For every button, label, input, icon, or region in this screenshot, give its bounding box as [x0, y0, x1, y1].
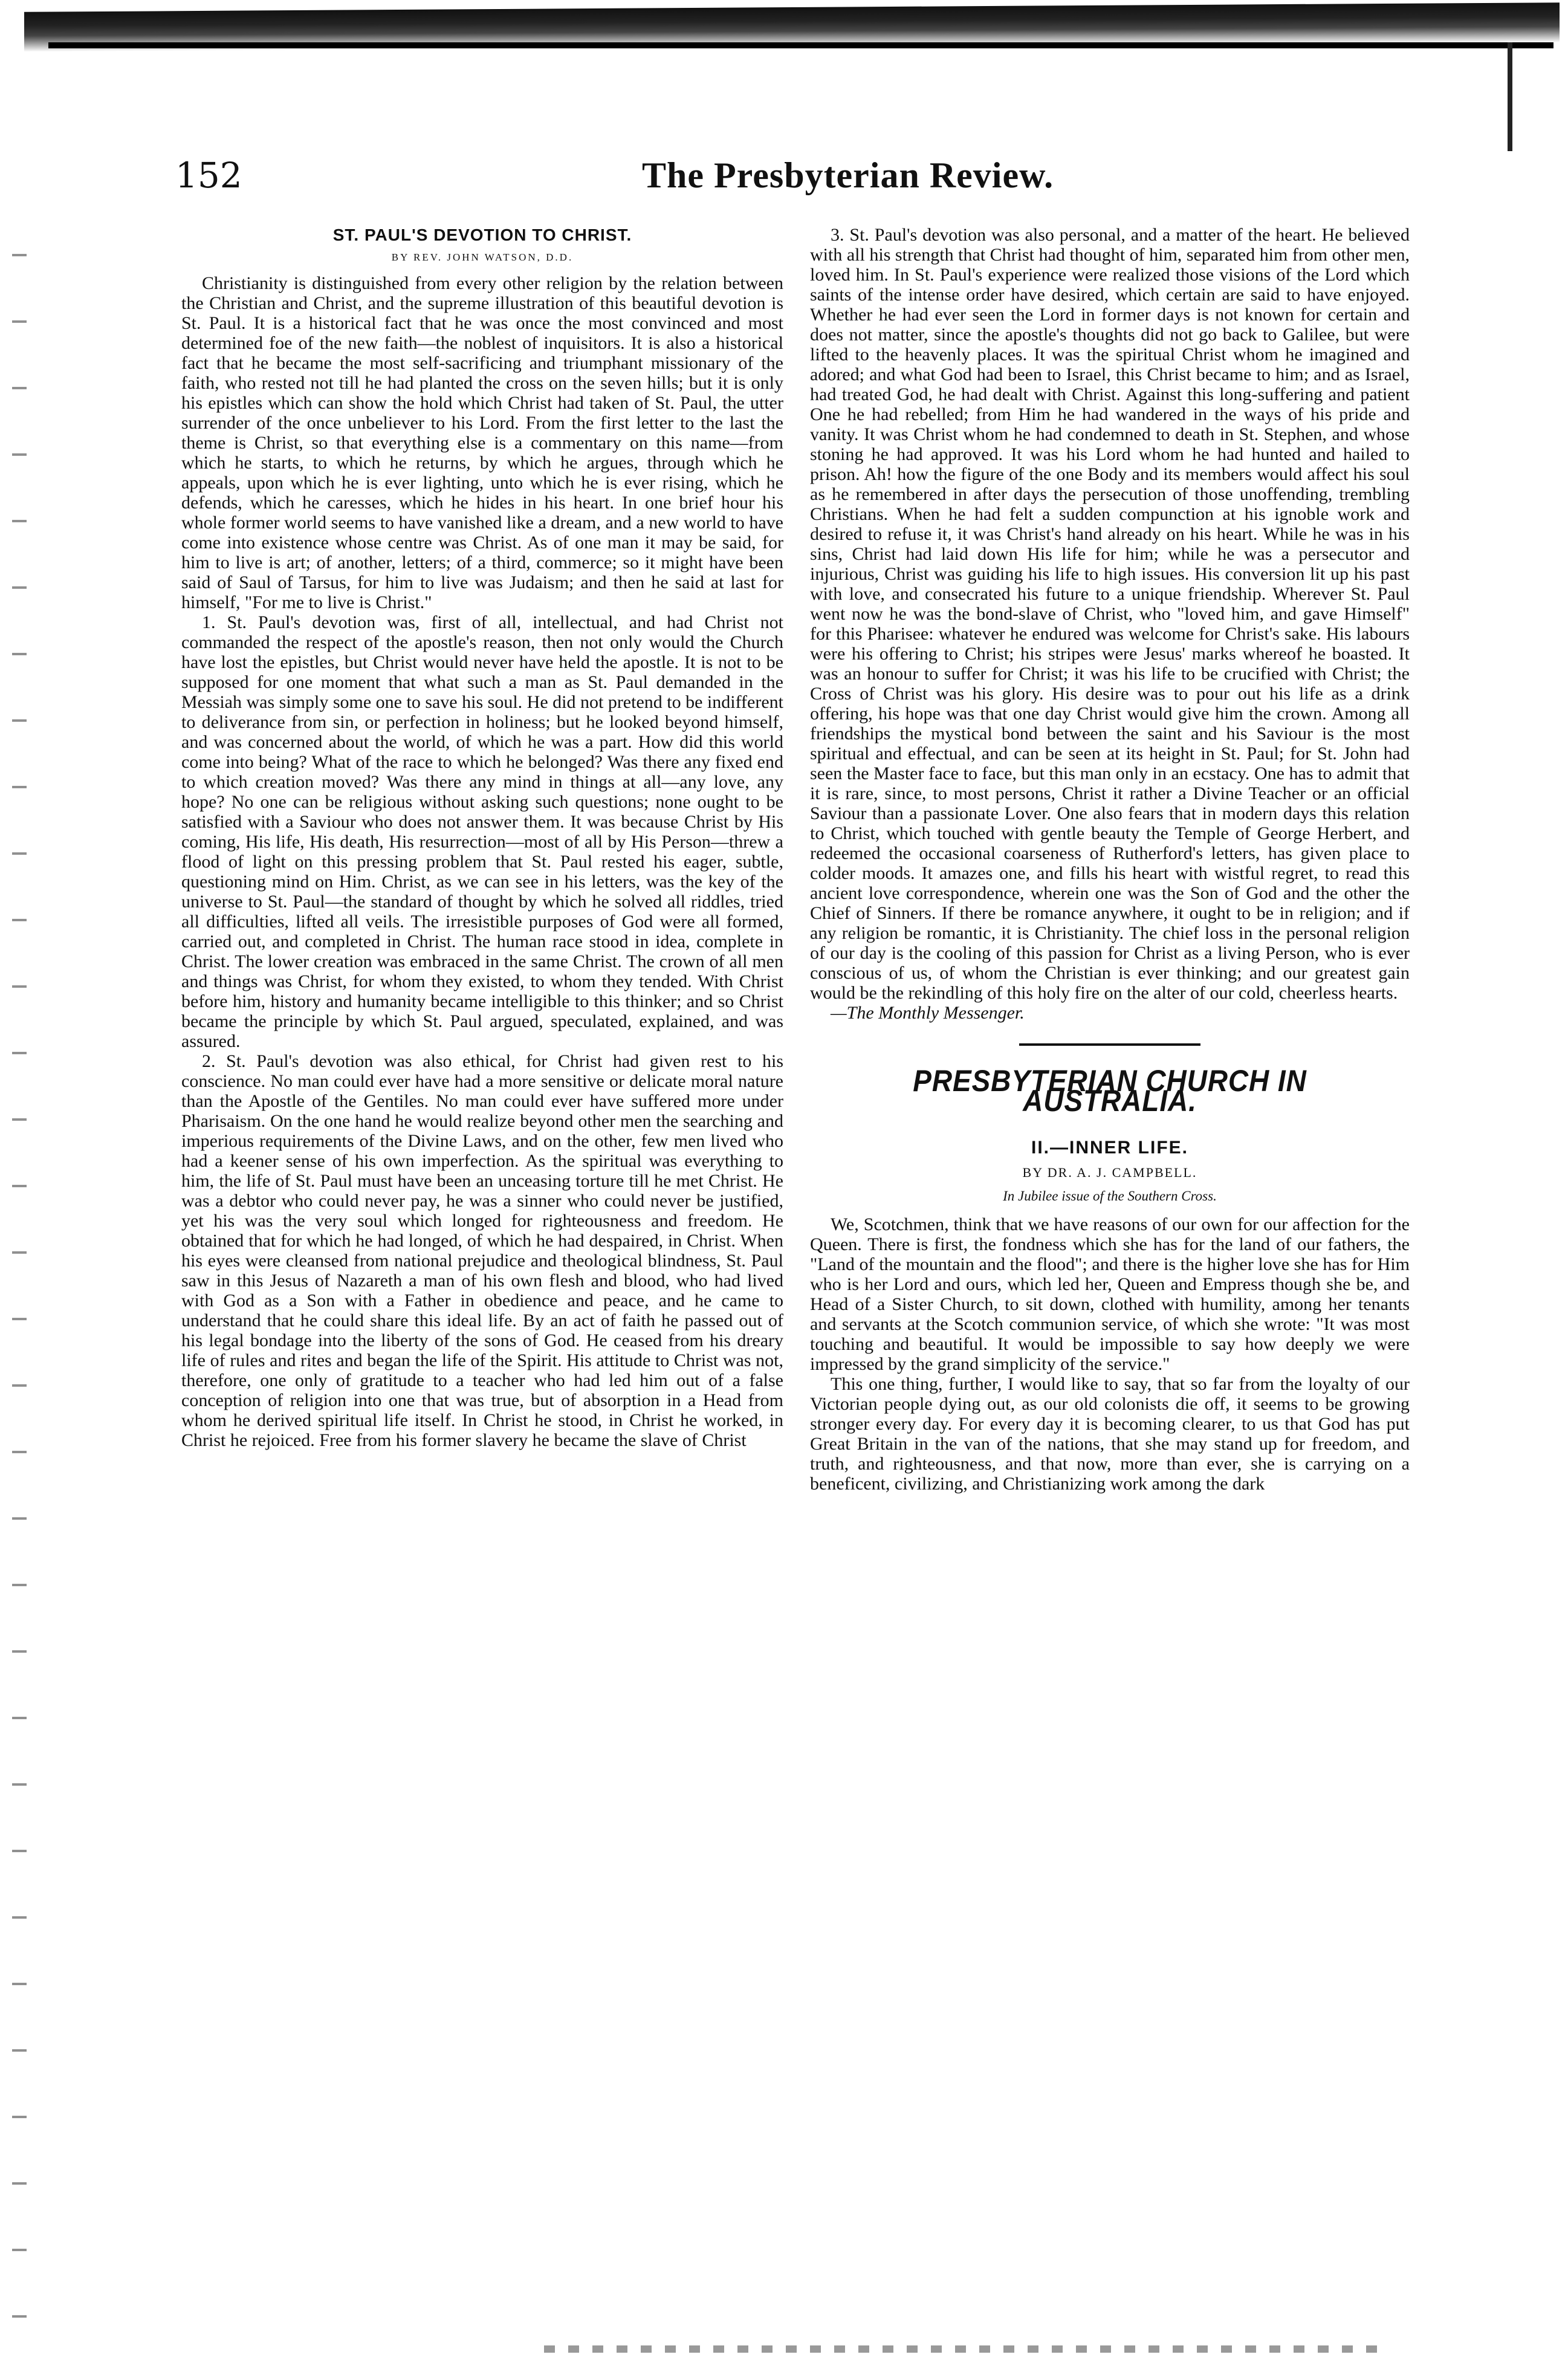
article-paragraph: This one thing, further, I would like to say, that so far from the loyalty of our Victorian people dying out, as our old colonists die off, it seems to be growing stronger every day. For every day it is becoming clearer, to us that God has put Great Britain in the van of the nations, that she may stand up for freedom, and truth, and righteousness, and that now, more than ever, she is carrying on a beneficent, civilizing, and Christianizing work among the dark	[810, 1374, 1410, 1494]
section-heading: PRESBYTERIAN CHURCH IN AUSTRALIA.	[913, 1064, 1307, 1118]
journal-title: The Presbyterian Review.	[642, 155, 1054, 195]
article-paragraph: 1. St. Paul's devotion was, first of all, intellectual, and had Christ not commanded the respect of the apostle's reason, then not only would the Church have lost the epistles, but Christ would never have held the apostle. It is not to be supposed for one moment that what such a man as St. Paul demanded in the Messiah was simply some one to save his soul. He did not pretend to be indifferent to deliverance from sin, or perfection in holiness; but he looked beyond himself, and was concerned about the world, of which he was a part. How did this world come into being? What of the race to which he belonged? Was there any fixed end to which creation moved? Was there any mind in things at all—any love, any hope? No one can be religious without asking such questions; none ought to be satisfied with a Saviour who does not answer them. It was because Christ by His coming, His life, His death, His resurrection—most of all by His Person—threw a flood of light on this pressing problem that St. Paul rested his eager, subtle, questioning mind on Him. Christ, as we can see in his letters, was the key of the universe to St. Paul—the standard of thought by which he solved all riddles, tried all difficulties, lifted all veils. The irresistible purposes of God were all formed, carried out, and completed in Christ. The human race stood in idea, complete in Christ. The lower creation was embraced in the same Christ. The crown of all men and things was Christ, for whom they existed, to whom they tended. With Christ before him, history and humanity became intelligible to this thinker; and so Christ became the principle by which St. Paul argued, speculated, explained, and was assured.	[181, 612, 783, 1051]
left-column	[181, 225, 783, 1450]
page-edge-mark	[1508, 42, 1512, 151]
page-top-rule	[48, 42, 1553, 48]
article-title: ST. PAUL'S DEVOTION TO CHRIST.	[332, 225, 632, 244]
section-divider	[1019, 1043, 1200, 1046]
article-source-note: In Jubilee issue of the Southern Cross.	[1003, 1188, 1217, 1204]
article-paragraph: Christianity is distinguished from every other religion by the relation between the Christian and Christ, and the supreme illustration of this beautiful devotion is St. Paul. It is a historical fact that he was once the most convinced and most determined foe of the new faith—the noblest of inquisitors. It is also a historical fact that he became the most self-sacrificing and triumphant missionary of the faith, who rested not till he had planted the cross on the seven hills; but it is only his epistles which can show the hold which Christ had taken of St. Paul, the utter surrender of the once unbeliever to his Lord. From the first letter to the last the theme is Christ, so that everything else is a commentary on this name—from which he starts, to which he returns, by which he argues, through which he appeals, upon which he is ever lighting, unto which he is ever rising, which he defends, which he caresses, which he hides in his heart. In one brief hour his whole former world seems to have vanished like a dream, and a new world to have come into existence whose centre was Christ. As of one man it may be said, for him to live is art; of another, letters; of a third, commerce; so it might have been said of Saul of Tarsus, for him to live was Judaism; and then he said at last for himself, "For me to live is Christ."	[181, 273, 783, 612]
page-binding-edge	[12, 230, 27, 2333]
article-subheading: II.—INNER LIFE.	[1031, 1138, 1188, 1158]
article-byline: BY REV. JOHN WATSON, D.D.	[391, 251, 574, 263]
article-attribution: —The Monthly Messenger.	[831, 1003, 1025, 1023]
article-paragraph: 2. St. Paul's devotion was also ethical, for Christ had given rest to his conscience. No man could ever have had a more sensitive or delicate moral nature than the Apostle of the Gentiles. No man could ever have suffered more under Pharisaism. On the one hand he would realize beyond other men the searching and imperious requirements of the Divine Laws, and on the other, few men lived who had a keener sense of his own imperfection. As the spiritual was everything to him, the life of St. Paul must have been an unceasing torture till he met Christ. He was a debtor who could never pay, he was a sinner who could never be justified, yet his was the very soul which longed for righteousness and freedom. He obtained that for which he had longed, of which he had despaired, in Christ. When his eyes were cleansed from national prejudice and theological blindness, St. Paul saw in this Jesus of Nazareth a man of his own flesh and blood, who had lived with God as a Son with a Father in obedience and peace, and he came to understand that he could share this ideal life. By an act of faith he passed out of his legal bondage into the liberty of the sons of God. He ceased from his dreary life of rules and rites and began the life of the Spirit. His attitude to Christ was not, therefore, one only of gratitude to a teacher who had led him out of a false conception of religion into one that was true, but of absorption in a Head from whom he derived spiritual life itself. In Christ he stood, in Christ he worked, in Christ he rejoiced. Free from his former slavery he became the slave of Christ	[181, 1051, 783, 1450]
page-number: 152	[175, 155, 242, 196]
right-column	[810, 225, 1410, 1494]
article-byline: BY DR. A. J. CAMPBELL.	[1022, 1165, 1197, 1180]
article-paragraph: 3. St. Paul's devotion was also personal, and a matter of the heart. He believed with all his strength that Christ had thought of him, separated him from other men, loved him. In St. Paul's experience were realized those visions of the Lord which saints of the intense order have desired, which certain are said to have enjoyed. Whether he had ever seen the Lord in former days is not known for certain and does not matter, since the apostle's thoughts did not go back to Galilee, but were lifted to the heavenly places. It was the spiritual Christ whom he imagined and adored; and what God had been to Israel, this Christ became to him; and as Israel, had treated God, he had dealt with Christ. Against this long-suffering and patient One he had rebelled; from Him he had wandered in the ways of his pride and vanity. It was Christ whom he had condemned to death in St. Stephen, and whose stoning he had approved. It was his Lord whom he had hunted and hailed to prison. Ah! how the figure of the one Body and its members would affect his soul as he remembered in after days the persecution of those unoffending, trembling Christians. When he had felt a sudden compunction at his ignoble work and desired to refuse it, it was Christ's hand already on his heart. While he was in his sins, Christ had laid down His life for him; while he was a persecutor and injurious, Christ was guiding his life to high issues. His conversion lit up his past with love, and consecrated his future to a unique friendship. Wherever St. Paul went now he was the bond-slave of Christ, who "loved him, and gave Himself" for this Pharisee: whatever he endured was welcome for Christ's sake. His labours were his offering to Christ; his stripes were Jesus' marks whereof he boasted. It was an honour to suffer for Christ; it was his life to be crucified with Christ; the Cross of Christ was his glory. His desire was to pour out his life as a drink offering, his hope was that one day Christ would give him the crown. Among all friendships the mystical bond between the saint and his Saviour is the most spiritual and effectual, and can be seen at its height in St. Paul; for St. John had seen the Master face to face, but this man only in an ecstacy. One has to admit that it is rare, since, to most persons, Christ it rather a Divine Teacher or an official Saviour than a passionate Lover. One also fears that in modern days this relation to Christ, which touched with gentle beauty the Temple of George Herbert, and redeemed the occasional coarseness of Rutherford's letters, has given place to colder moods. It amazes one, and fills his heart with wistful regret, to read this ancient love correspondence, wherein one was the Son of God and the other the Chief of Sinners. If there be romance anywhere, it ought to be in religion; and if any religion be romantic, it is Christianity. The chief loss in the personal religion of our day is the cooling of this passion for Christ as a living Person, who is ever conscious of us, of whom the Christian is ever thinking; and our greatest gain would be the rekindling of this holy fire on the alter of our cold, cheerless hearts.	[810, 225, 1410, 1003]
page-bottom-edge	[544, 2345, 1390, 2353]
article-paragraph: We, Scotchmen, think that we have reasons of our own for our affection for the Queen. There is first, the fondness which she has for the land of our fathers, the "Land of the mountain and the flood"; and there is the higher love she has for Him who is her Lord and ours, which led her, Queen and Empress though she be, and Head of a Sister Church, to sit down, clothed with humility, among her tenants and servants at the Scotch communion service, of which she wrote: "It was most touching and beautiful. It would be impossible to say how deeply we were impressed by the grand simplicity of the service."	[810, 1214, 1410, 1374]
